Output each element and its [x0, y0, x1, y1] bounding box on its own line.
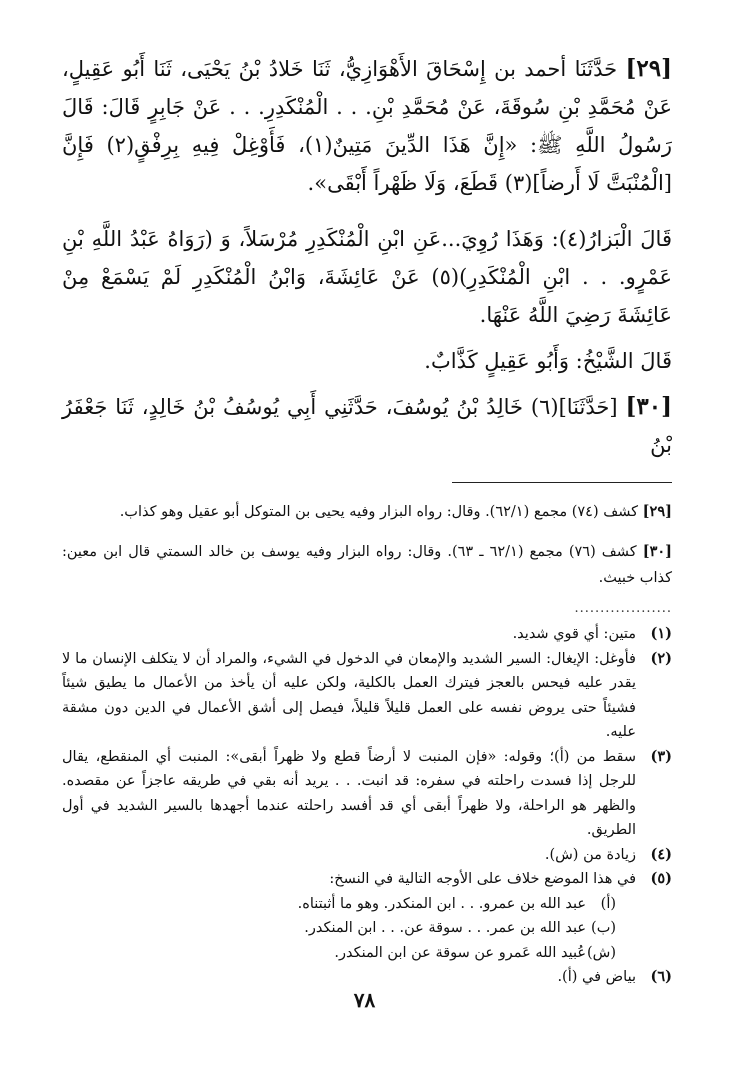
footnote-number: (٢)	[650, 649, 672, 667]
source-references	[62, 499, 672, 591]
variant-label: (أ)	[600, 895, 616, 912]
footnote-number: (٥)	[650, 870, 672, 887]
footnote-text: بياض في (أ).	[557, 969, 636, 985]
hadith-29-number: [٢٩]	[625, 55, 672, 82]
footnote-text: زيادة من (ش).	[544, 846, 636, 863]
footnote	[62, 867, 672, 892]
main-text	[62, 50, 672, 464]
variant-item	[62, 892, 672, 917]
variant-label: (ب)	[591, 920, 616, 936]
footnote-number: (٤)	[650, 845, 672, 863]
footnote	[62, 622, 672, 647]
footnote	[62, 843, 672, 868]
footnote	[62, 965, 672, 990]
page-number: ٧٨	[353, 988, 376, 1012]
variant-text: عُبيد الله عَمرو عن سوقة عن ابن المنكدر.	[334, 944, 586, 961]
footnote	[62, 745, 672, 843]
hadith-29-text: حَدَّثَنَا أحمد بن إِسْحَاقَ الأَهْوَازِيُّ، ثَنَا خَلادُ بْنُ يَحْيَى، ثَنَا أَبُو عَقِيلٍ، عَنْ مُحَمَّدِ بْنِ سُوقَةَ، عَنْ مُحَمَّدِ بْنِ. . . الْمُنْكَدِرِ. . . عَنْ جَابِرٍ قَالَ: قَالَ رَسُولُ اللَّهِ ﷺ: «إِنَّ هَذَا الدِّينَ مَتِينٌ(١)، فَأَوْغِلْ فِيهِ بِرِفْقٍ(٢) فَإِنَّ [الْمُنْبَتَّ لَا أَرضاً](٣) قَطَعَ، وَلَا ظَهْراً أَبْقَى».	[62, 57, 672, 195]
footnote-text: سقط من (أ)؛ وقوله: «فإن المنبت لا أرضاً قطع ولا ظهراً أبقى»: المنبت أي المنقطع، يقال للرجل إذا فسدت راحلته في سفره: قد انبت. . . يريد أنه بقي في طريقه عاجزاً عن مقصده. والظهر هو الراحلة، ولا ظهراً أبقى أي قد أفسد راحلته عندما أجهدها بالسير الشديد في أول الطريق.	[62, 748, 636, 838]
footnote-number: (١)	[650, 625, 672, 642]
variant-item	[62, 916, 672, 941]
footnotes	[62, 622, 672, 892]
footnotes-continued	[62, 965, 672, 990]
footnote-number: (٣)	[650, 747, 672, 765]
source-30-text: كشف (٧٦) مجمع (٦٢/١ ـ ٦٣). وقال: رواه البزار وفيه يوسف بن خالد السمتي قال ابن معين: كذاب خبيث.	[62, 544, 672, 586]
footnote-text: متين: أي قوي شديد.	[512, 626, 636, 642]
manuscript-variants	[62, 892, 672, 966]
hadith-30	[62, 388, 672, 464]
source-30-ref: [٣٠]	[642, 543, 673, 560]
source-30	[62, 539, 672, 591]
dotted-separator: ...................	[574, 601, 672, 616]
footnote-number: (٦)	[650, 968, 672, 985]
hadith-29	[62, 50, 672, 202]
variant-text: عبد الله بن عمرو. . . ابن المنكدر. وهو ما أثبتناه.	[297, 895, 586, 912]
hadith-30-text: [حَدَّثَنَا](٦) خَالِدُ بْنُ يُوسُفَ، حَدَّثَنِي أَبِي يُوسُفُ بْنُ خَالِدٍ، ثَنَا جَعْفَرُ بْنُ	[62, 395, 672, 457]
source-29	[62, 499, 672, 525]
shaykh-comment: قَالَ الشَّيْخُ: وَأَبُو عَقِيلٍ كَذَّابٌ.	[424, 349, 672, 373]
variant-label: (ش)	[586, 944, 616, 961]
footnote	[62, 647, 672, 745]
hadith-30-number: [٣٠]	[625, 393, 672, 420]
footnote-text: فأوغل: الإيغال: السير الشديد والإمعان في الدخول في الشيء، والمراد أن لا يتكلف الإنسان ما لا يقدر عليه فيحس بالعجز فيترك العمل بالكلية، ولكن عليه أن يأخذ من الأعمال ما يطيق شيئاً فشيئاً حتى يروض نفسه على العمل قليلاً قليلاً، فيصل إلى أشق الأعمال في الدين دون مشقة عليه.	[62, 650, 636, 740]
footnote-text: في هذا الموضع خلاف على الأوجه التالية في النسخ:	[329, 871, 636, 887]
source-29-text: كشف (٧٤) مجمع (٦٢/١). وقال: رواه البزار وفيه يحيى بن المتوكل أبو عقيل وهو كذاب.	[119, 504, 639, 520]
footnote-divider	[452, 482, 672, 483]
source-29-ref: [٢٩]	[642, 503, 672, 520]
bazzar-comment: قَالَ الْبَزارُ(٤): وَهَذَا رُوِيَ...عَنِ ابْنِ الْمُنْكَدِرِ مُرْسَلاً، وَ (رَوَاهُ عَبْدُ اللَّهِ بْنِ عَمْرٍو. . . ابْنِ الْمُنْكَدِرِ)(٥) عَنْ عَائِشَةَ، وَابْنُ الْمُنْكَدِرِ لَمْ يَسْمَعْ مِنْ عَائِشَةَ رَضِيَ اللَّهُ عَنْهَا.	[62, 227, 672, 327]
page-content	[62, 50, 672, 990]
variant-text: عبد الله بن عمر. . . سوقة عن. . . ابن المنكدر.	[304, 920, 586, 936]
variant-item	[62, 941, 672, 966]
